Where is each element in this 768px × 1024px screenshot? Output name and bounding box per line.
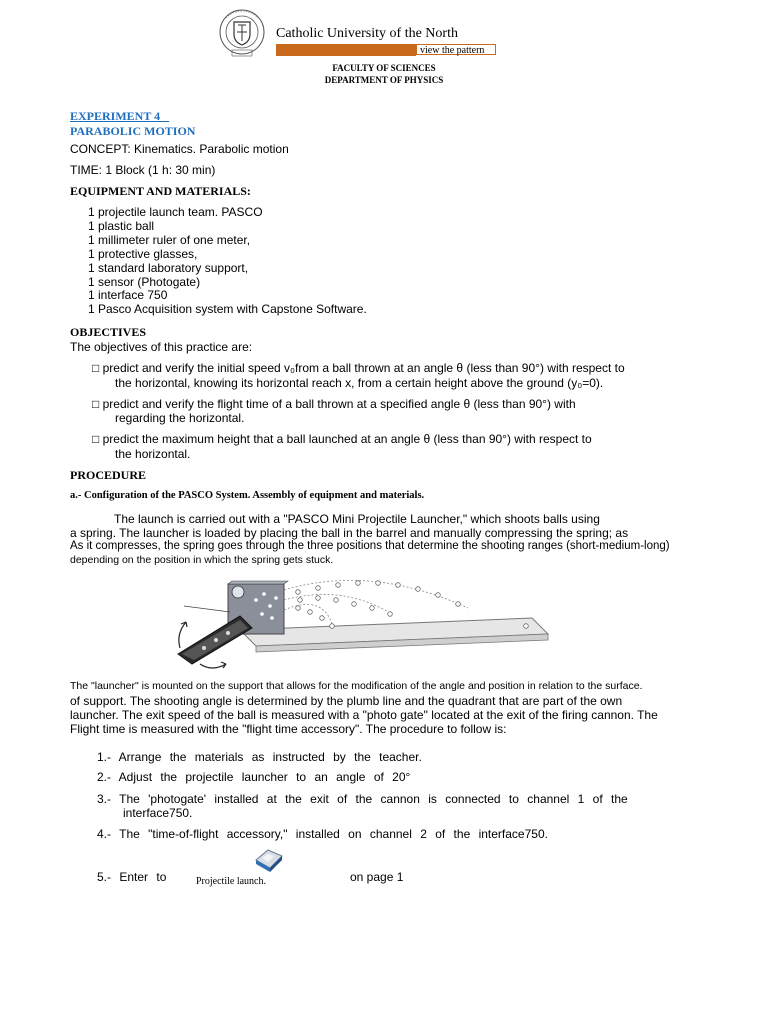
launcher-trajectory-figure bbox=[172, 578, 550, 670]
objectives-heading: OBJECTIVES bbox=[70, 325, 147, 339]
experiment-title: PARABOLIC MOTION bbox=[70, 124, 196, 138]
paragraph-line: of support. The shooting angle is determined by the plumb line and the quadrant that are part of the own bbox=[70, 694, 623, 708]
procedure-step-continuation: interface750. bbox=[123, 806, 193, 820]
objective-item-continuation: the horizontal, knowing its horizontal reach x, from a certain height above the ground (y₀=0). bbox=[115, 376, 604, 390]
paragraph-line: depending on the position in which the spring gets stuck. bbox=[70, 554, 334, 566]
procedure-subheading: a.- Configuration of the PASCO System. Assembly of equipment and materials. bbox=[70, 490, 425, 501]
paragraph-line: The launch is carried out with a "PASCO Mini Projectile Launcher," which shoots balls using bbox=[114, 512, 600, 526]
objective-item: □ predict the maximum height that a ball launched at an angle θ (less than 90°) with respect to bbox=[92, 432, 592, 446]
projectile-launch-link[interactable]: Projectile launch. bbox=[196, 876, 266, 887]
objectives-intro: The objectives of this practice are: bbox=[70, 340, 253, 354]
equipment-item: 1 interface 750 bbox=[88, 288, 168, 303]
equipment-item: 1 sensor (Photogate) bbox=[88, 274, 201, 289]
procedure-step: 3.- The 'photogate' installed at the exit of the cannon is connected to channel 1 of the bbox=[97, 792, 628, 806]
concept-line: CONCEPT: Kinematics. Parabolic motion bbox=[70, 142, 289, 156]
equipment-item: 1 projectile launch team. PASCO bbox=[88, 205, 263, 219]
paragraph-line: a spring. The launcher is loaded by placing the ball in the barrel and manually compressing the spring; as bbox=[70, 526, 629, 540]
university-seal-logo bbox=[214, 8, 270, 58]
equipment-item: 1 Pasco Acquisition system with Capstone Software. bbox=[88, 302, 367, 317]
objective-item: □ predict and verify the flight time of a ball thrown at a specified angle θ (less than 90°) with bbox=[92, 397, 576, 411]
objective-item: □ predict and verify the initial speed v₀from a ball thrown at an angle θ (less than 90°) with respect to bbox=[92, 361, 625, 375]
paragraph-line: Flight time is measured with the "flight time accessory". The procedure to follow is: bbox=[70, 722, 507, 736]
checkbox-bullet-icon: □ bbox=[92, 361, 100, 375]
objective-item-continuation: regarding the horizontal. bbox=[115, 411, 245, 425]
university-name: Catholic University of the North bbox=[276, 26, 458, 41]
objective-item-continuation: the horizontal. bbox=[115, 447, 191, 461]
procedure-heading: PROCEDURE bbox=[70, 468, 147, 482]
procedure-step: 1.- Arrange the materials as instructed by the teacher. bbox=[97, 750, 422, 764]
equipment-heading: EQUIPMENT AND MATERIALS: bbox=[70, 184, 251, 198]
paragraph-line: The "launcher" is mounted on the support that allows for the modification of the angle and position in relation to the surface. bbox=[70, 680, 643, 692]
experiment-number: EXPERIMENT 4 bbox=[70, 109, 170, 123]
procedure-step: 4.- The "time-of-flight accessory," installed on channel 2 of the interface750. bbox=[97, 827, 548, 841]
projectile-launch-icon[interactable] bbox=[252, 846, 286, 872]
header-accent-bar bbox=[276, 44, 416, 56]
equipment-item: 1 millimeter ruler of one meter, bbox=[88, 232, 251, 247]
equipment-list bbox=[88, 206, 367, 317]
checkbox-bullet-icon: □ bbox=[92, 432, 100, 446]
equipment-item: 1 protective glasses, bbox=[88, 246, 198, 261]
time-line: TIME: 1 Block (1 h: 30 min) bbox=[70, 163, 216, 177]
step-5-suffix: on page 1 bbox=[350, 870, 404, 884]
equipment-item: 1 plastic ball bbox=[88, 218, 155, 233]
procedure-step-5: 5.- Enter to bbox=[97, 870, 167, 884]
paragraph-line: launcher. The exit speed of the ball is measured with a "photo gate" located at the exit of the firing cannon. The bbox=[70, 708, 658, 722]
paragraph-line: As it compresses, the spring goes through the three positions that determine the shooting ranges (short-medium-long) bbox=[70, 540, 670, 552]
view-pattern-link[interactable]: view the pattern bbox=[416, 44, 496, 55]
procedure-step: 2.- Adjust the projectile launcher to an angle of 20° bbox=[97, 770, 411, 784]
department-name: DEPARTMENT OF PHYSICS bbox=[324, 75, 444, 85]
equipment-item: 1 standard laboratory support, bbox=[88, 260, 249, 275]
faculty-name: FACULTY OF SCIENCES bbox=[332, 63, 436, 73]
checkbox-bullet-icon: □ bbox=[92, 397, 100, 411]
